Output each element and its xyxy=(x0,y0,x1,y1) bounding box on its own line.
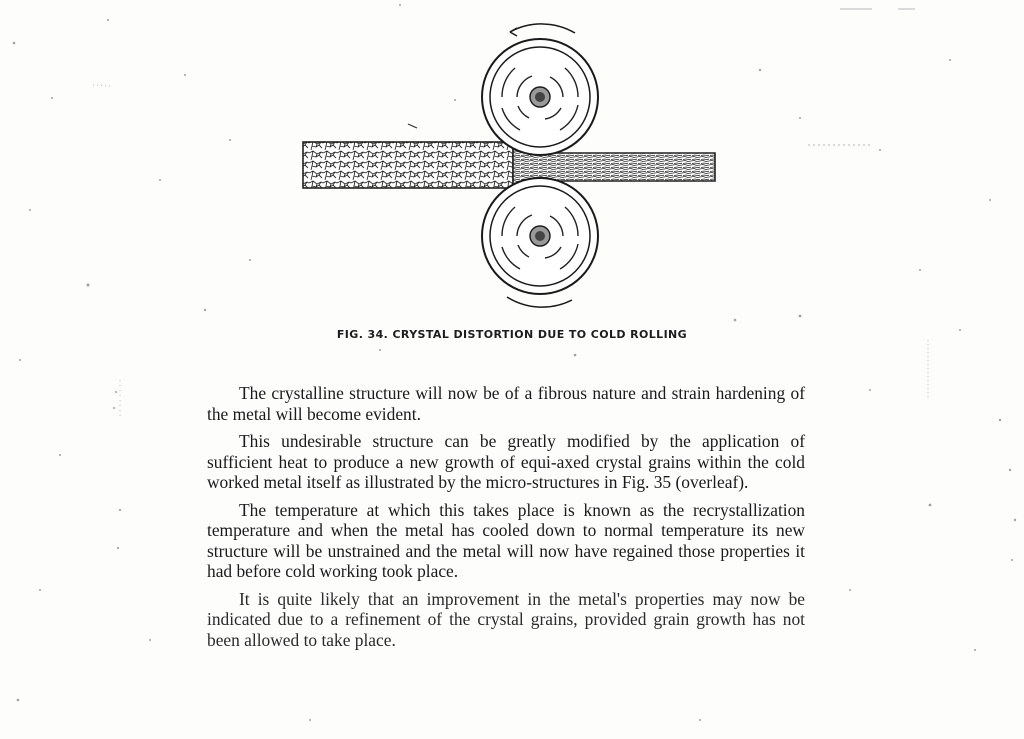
cold-rolling-figure xyxy=(295,20,725,310)
paragraph-2: This undesirable structure can be greatly modified by the application of sufficient heat to produce a new growth of equi-axed crystal grains within the cold worked metal itself as illustrated by the micro-structures in Fig. 35 (overleaf). xyxy=(207,431,805,492)
paragraph-3: The temperature at which this takes place is known as the recrystallization temperature and when the metal has cooled down to normal temperature its new structure will be unstrained and the metal will now have regained those properties it had before cold working took place. xyxy=(207,499,805,581)
top-roller xyxy=(482,24,598,155)
paragraph-1: The crystalline structure will now be of a fibrous nature and strain hardening of the metal will become evident. xyxy=(207,383,805,424)
bottom-roller xyxy=(482,178,598,307)
metal-strip xyxy=(303,142,715,188)
paragraph-4: It is quite likely that an improvement in the metal's properties may now be indicated due to a refinement of the crystal grains, provided grain growth has not been allowed to take place. xyxy=(207,588,805,650)
body-text xyxy=(207,383,805,657)
figure-caption: FIG. 34. CRYSTAL DISTORTION DUE TO COLD ROLLING xyxy=(336,328,688,341)
